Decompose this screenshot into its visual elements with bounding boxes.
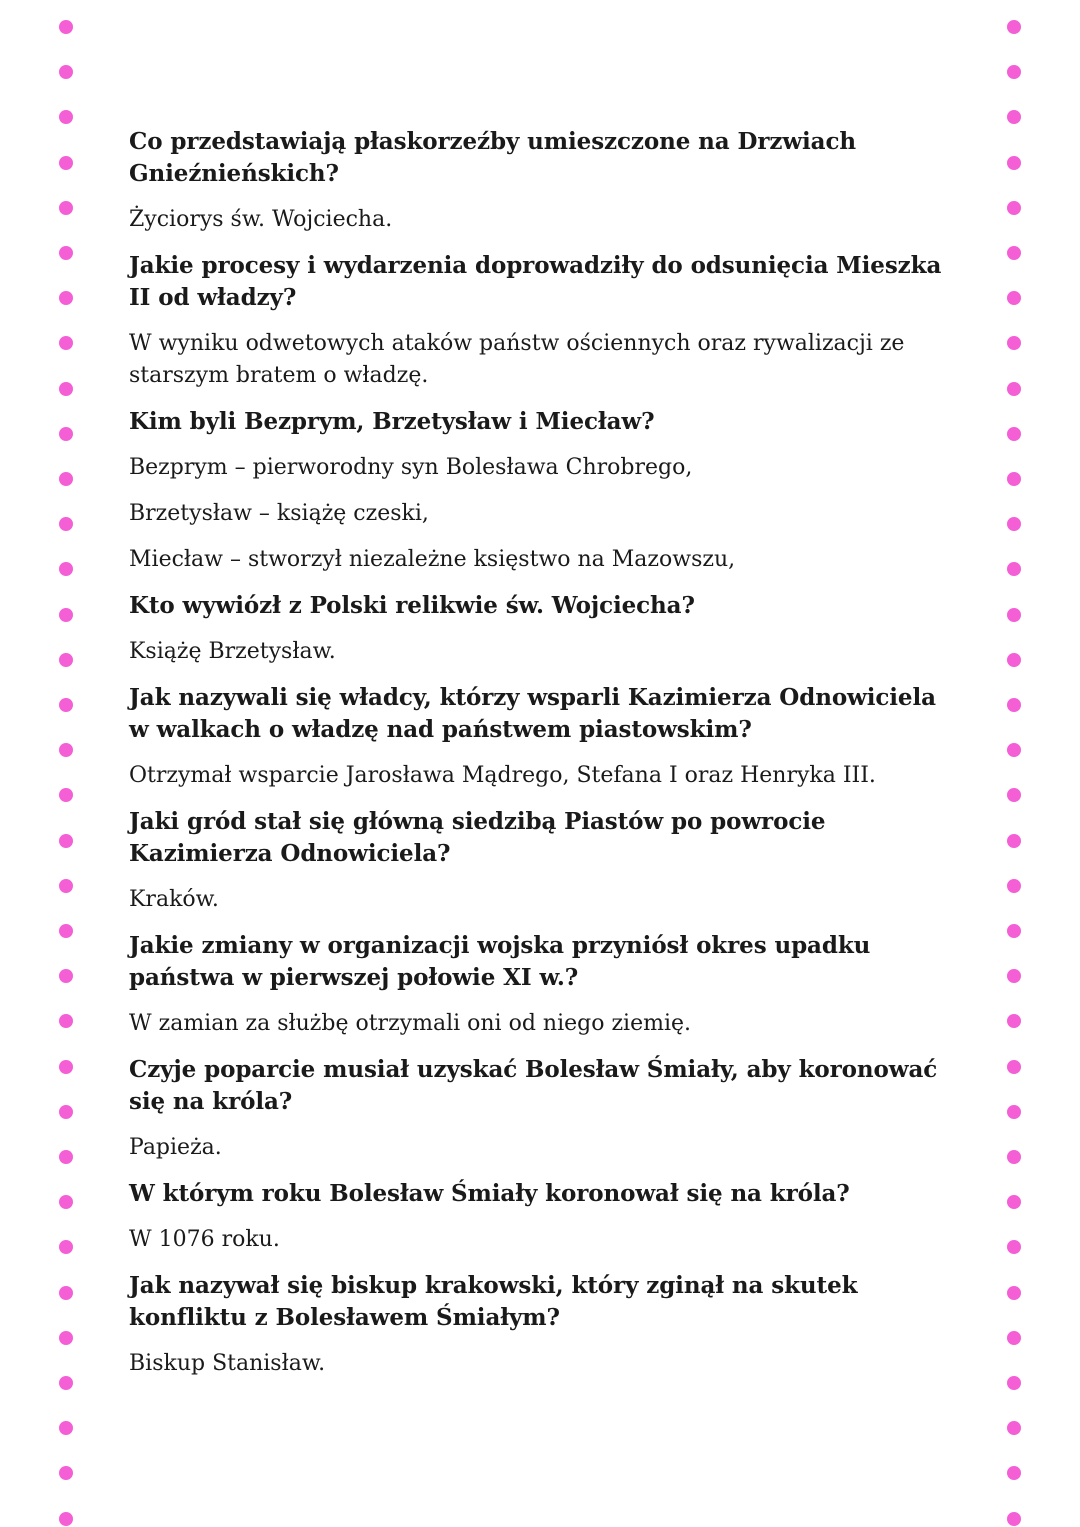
qa-item bbox=[129, 930, 959, 1040]
answer-text: Biskup Stanisław. bbox=[129, 1351, 326, 1376]
dot-icon bbox=[1007, 1105, 1021, 1119]
dot-icon bbox=[59, 110, 73, 124]
dot-icon bbox=[1007, 246, 1021, 260]
dot-icon bbox=[59, 1150, 73, 1164]
dot-icon bbox=[1007, 1240, 1021, 1254]
question-text: Jak nazywał się biskup krakowski, który zginął na skutek konfliktu z Bolesławem Śmiałym? bbox=[129, 1272, 858, 1331]
dot-icon bbox=[1007, 1060, 1021, 1074]
dot-icon bbox=[59, 1286, 73, 1300]
dot-icon bbox=[1007, 788, 1021, 802]
dot-icon bbox=[1007, 472, 1021, 486]
answer-text: Bezprym – pierworodny syn Bolesława Chrobrego, bbox=[129, 455, 693, 480]
dot-icon bbox=[1007, 743, 1021, 757]
question-text: Czyje poparcie musiał uzyskać Bolesław Śmiały, aby koronować się na króla? bbox=[129, 1056, 938, 1115]
question-text: Co przedstawiają płaskorzeźby umieszczone na Drzwiach Gnieźnieńskich? bbox=[129, 128, 856, 187]
dot-icon bbox=[1007, 382, 1021, 396]
dot-icon bbox=[59, 246, 73, 260]
dot-icon bbox=[1007, 969, 1021, 983]
question-text: Kto wywiózł z Polski relikwie św. Wojciecha? bbox=[129, 592, 695, 619]
dot-icon bbox=[59, 1376, 73, 1390]
qa-item bbox=[129, 250, 959, 392]
dot-icon bbox=[59, 608, 73, 622]
dot-icon bbox=[1007, 924, 1021, 938]
qa-item bbox=[129, 806, 959, 916]
answer-text: Otrzymał wsparcie Jarosława Mądrego, Stefana I oraz Henryka III. bbox=[129, 763, 876, 788]
question-text: Jaki gród stał się główną siedzibą Piastów po powrocie Kazimierza Odnowiciela? bbox=[129, 808, 826, 867]
qa-item bbox=[129, 590, 959, 668]
dot-icon bbox=[1007, 110, 1021, 124]
dot-icon bbox=[1007, 1195, 1021, 1209]
dot-icon bbox=[59, 1512, 73, 1526]
answer-text: Papieża. bbox=[129, 1135, 222, 1160]
answer-text: W wyniku odwetowych ataków państw ościennych oraz rywalizacji ze starszym bratem o władzę. bbox=[129, 331, 905, 388]
question-text: Kim byli Bezprym, Brzetysław i Miecław? bbox=[129, 408, 655, 435]
dot-icon bbox=[1007, 653, 1021, 667]
dot-icon bbox=[59, 924, 73, 938]
qa-item bbox=[129, 126, 959, 236]
dot-icon bbox=[59, 427, 73, 441]
qa-item bbox=[129, 682, 959, 792]
dot-icon bbox=[1007, 201, 1021, 215]
dot-icon bbox=[1007, 65, 1021, 79]
dot-icon bbox=[59, 653, 73, 667]
dot-icon bbox=[59, 517, 73, 531]
dot-icon bbox=[59, 1014, 73, 1028]
qa-document bbox=[129, 126, 959, 1394]
dot-icon bbox=[1007, 1512, 1021, 1526]
qa-item bbox=[129, 1270, 959, 1380]
answer-text: Brzetysław – książę czeski, bbox=[129, 501, 429, 526]
dot-icon bbox=[59, 1331, 73, 1345]
dot-icon bbox=[1007, 1286, 1021, 1300]
dot-icon bbox=[59, 743, 73, 757]
question-text: W którym roku Bolesław Śmiały koronował się na króla? bbox=[129, 1180, 850, 1207]
dot-icon bbox=[1007, 562, 1021, 576]
dot-icon bbox=[59, 1105, 73, 1119]
dot-icon bbox=[59, 562, 73, 576]
dot-icon bbox=[1007, 1014, 1021, 1028]
dot-icon bbox=[1007, 608, 1021, 622]
dot-icon bbox=[1007, 1466, 1021, 1480]
dot-icon bbox=[1007, 879, 1021, 893]
answer-text: W 1076 roku. bbox=[129, 1227, 280, 1252]
dot-icon bbox=[1007, 698, 1021, 712]
dot-icon bbox=[59, 20, 73, 34]
answer-text: Życiorys św. Wojciecha. bbox=[129, 207, 393, 232]
dot-icon bbox=[1007, 1376, 1021, 1390]
dot-icon bbox=[59, 65, 73, 79]
answer-text: W zamian za służbę otrzymali oni od niego ziemię. bbox=[129, 1011, 691, 1036]
dot-icon bbox=[1007, 291, 1021, 305]
dot-icon bbox=[1007, 427, 1021, 441]
dot-icon bbox=[59, 1195, 73, 1209]
qa-item bbox=[129, 1178, 959, 1256]
dot-icon bbox=[59, 472, 73, 486]
dot-icon bbox=[1007, 517, 1021, 531]
dot-icon bbox=[1007, 336, 1021, 350]
dot-icon bbox=[59, 1240, 73, 1254]
dot-icon bbox=[59, 879, 73, 893]
dot-icon bbox=[59, 1421, 73, 1435]
dot-icon bbox=[1007, 20, 1021, 34]
dot-icon bbox=[59, 969, 73, 983]
dot-icon bbox=[1007, 1421, 1021, 1435]
dot-icon bbox=[59, 834, 73, 848]
dot-icon bbox=[1007, 1331, 1021, 1345]
question-text: Jak nazywali się władcy, którzy wsparli Kazimierza Odnowiciela w walkach o władzę nad państwem piastowskim? bbox=[129, 684, 936, 743]
dot-icon bbox=[59, 336, 73, 350]
dot-icon bbox=[59, 382, 73, 396]
answer-text: Miecław – stworzył niezależne księstwo na Mazowszu, bbox=[129, 547, 736, 572]
answer-text: Książę Brzetysław. bbox=[129, 639, 336, 664]
dot-icon bbox=[59, 156, 73, 170]
qa-item bbox=[129, 406, 959, 576]
dot-icon bbox=[59, 698, 73, 712]
question-text: Jakie procesy i wydarzenia doprowadziły do odsunięcia Mieszka II od władzy? bbox=[129, 252, 942, 311]
dot-icon bbox=[1007, 1150, 1021, 1164]
dot-icon bbox=[59, 291, 73, 305]
dot-icon bbox=[59, 1466, 73, 1480]
dot-icon bbox=[59, 788, 73, 802]
dot-icon bbox=[1007, 156, 1021, 170]
dot-icon bbox=[59, 201, 73, 215]
answer-text: Kraków. bbox=[129, 887, 219, 912]
dot-icon bbox=[59, 1060, 73, 1074]
question-text: Jakie zmiany w organizacji wojska przyniósł okres upadku państwa w pierwszej połowie XI w.? bbox=[129, 932, 871, 991]
dot-icon bbox=[1007, 834, 1021, 848]
qa-item bbox=[129, 1054, 959, 1164]
